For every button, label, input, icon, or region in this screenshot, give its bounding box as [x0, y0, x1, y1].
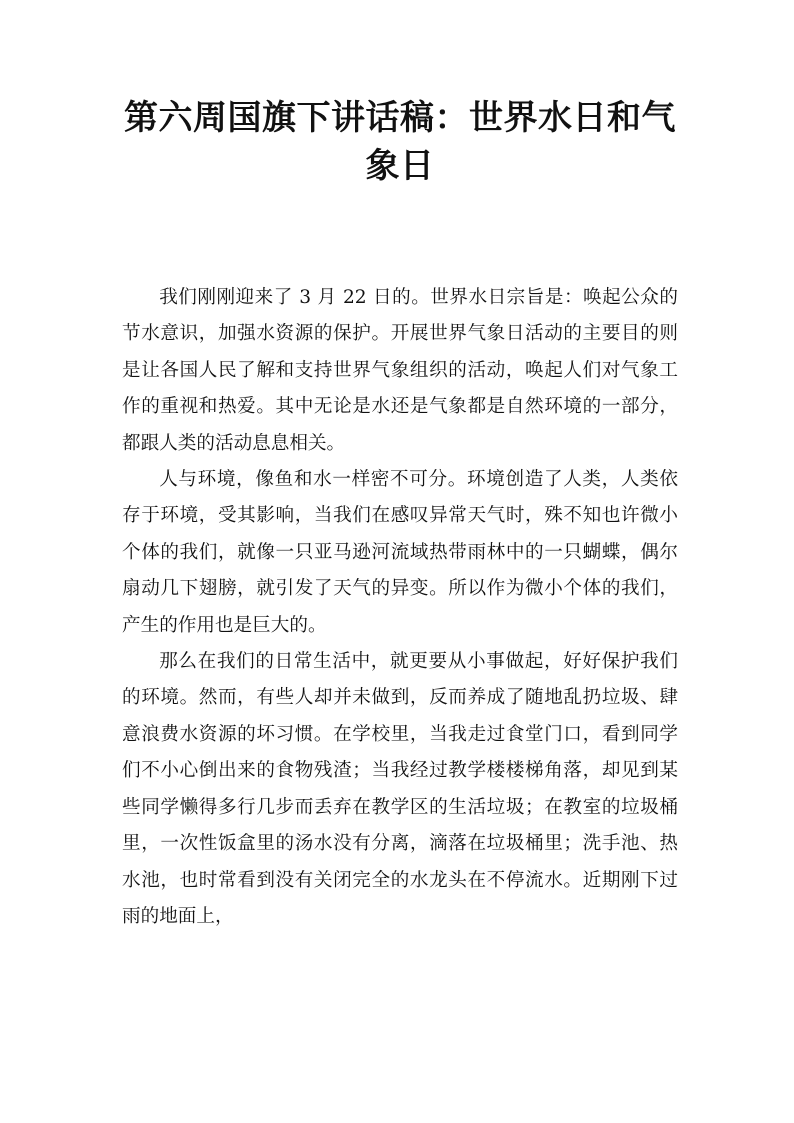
paragraph-1: 我们刚刚迎来了 3 月 22 日的。世界水日宗旨是：唤起公众的节水意识，加强水资源的保护。开展世界气象日活动的主要目的则是让各国人民了解和支持世界气象组织的活动，唤起人们对气象工作的重视和热爱。其中无论是水还是气象都是自然环境的一部分，都跟人类的活动息息相关。 — [122, 287, 678, 454]
document-body — [122, 280, 678, 935]
paragraph-3: 那么在我们的日常生活中，就更要从小事做起，好好保护我们的环境。然而，有些人却并未做到，反而养成了随地乱扔垃圾、肆意浪费水资源的坏习惯。在学校里，当我走过食堂门口，看到同学们不小心倒出来的食物残渣；当我经过教学楼楼梯角落，却见到某些同学懒得多行几步而丢弃在教学区的生活垃圾；在教室的垃圾桶里，一次性饭盒里的汤水没有分离，滴落在垃圾桶里；洗手池、热水池，也时常看到没有关闭完全的水龙头在不停流水。近期刚下过雨的地面上， — [122, 651, 678, 927]
paragraph-2: 人与环境，像鱼和水一样密不可分。环境创造了人类，人类依存于环境，受其影响，当我们在感叹异常天气时，殊不知也许微小个体的我们，就像一只亚马逊河流域热带雨林中的一只蝴蝶，偶尔扇动几下翅膀，就引发了天气的异变。所以作为微小个体的我们，产生的作用也是巨大的。 — [122, 469, 678, 636]
page-title: 第六周国旗下讲话稿：世界水日和气象日 — [124, 98, 676, 186]
